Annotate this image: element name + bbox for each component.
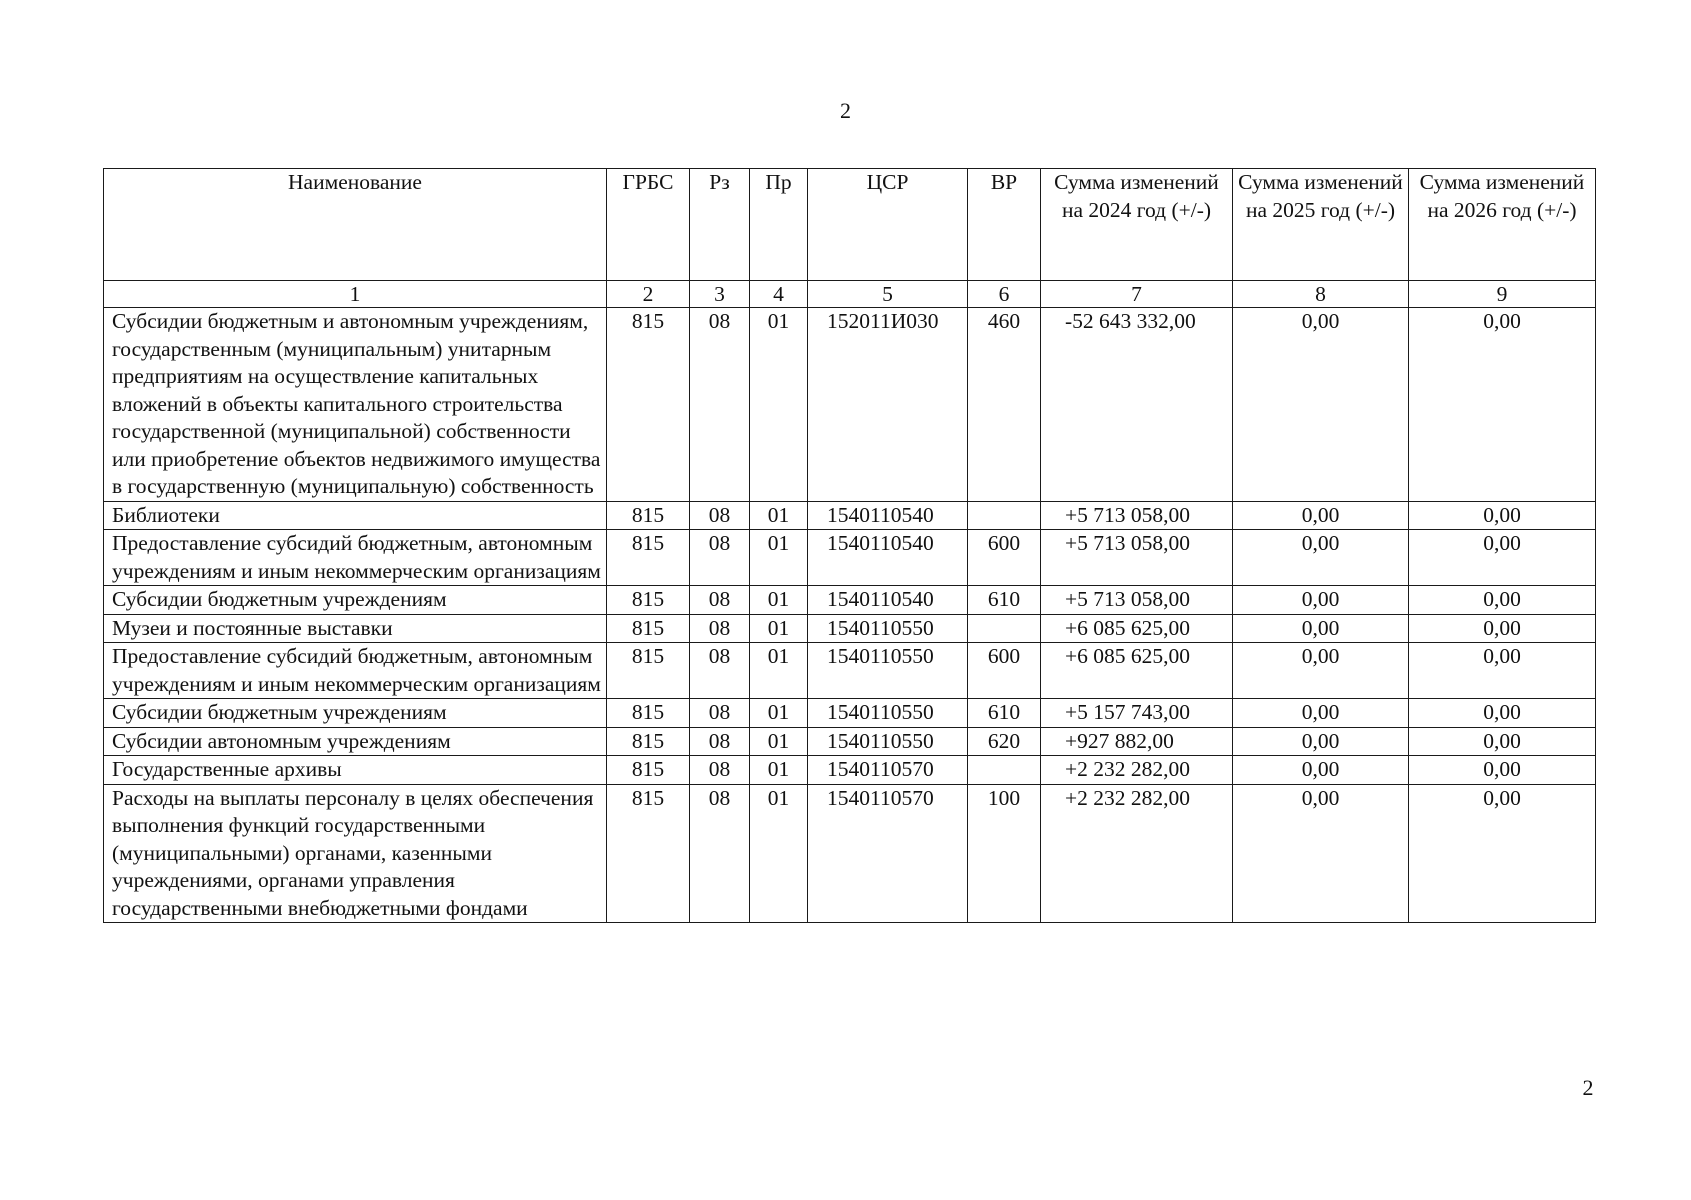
row-sum-2025: 0,00 — [1233, 727, 1409, 756]
table-row — [104, 501, 1596, 530]
row-vr — [968, 756, 1041, 785]
row-sum-2026: 0,00 — [1409, 530, 1596, 586]
row-csr: 1540110550 — [808, 643, 968, 699]
row-sum-2025: 0,00 — [1233, 501, 1409, 530]
column-number: 6 — [968, 281, 1041, 308]
row-sum-2025: 0,00 — [1233, 614, 1409, 643]
row-grbs: 815 — [607, 530, 690, 586]
row-grbs: 815 — [607, 501, 690, 530]
column-number-row — [104, 281, 1596, 308]
row-csr: 1540110540 — [808, 501, 968, 530]
row-sum-2024: -52 643 332,00 — [1041, 308, 1233, 502]
table-row — [104, 614, 1596, 643]
table-row — [104, 756, 1596, 785]
row-pr: 01 — [750, 784, 808, 923]
column-number: 7 — [1041, 281, 1233, 308]
table-row — [104, 308, 1596, 502]
row-sum-2024: +5 157 743,00 — [1041, 699, 1233, 728]
row-csr: 1540110570 — [808, 784, 968, 923]
header-row — [104, 169, 1596, 281]
row-sum-2024: +5 713 058,00 — [1041, 586, 1233, 615]
row-csr: 1540110540 — [808, 530, 968, 586]
row-pr: 01 — [750, 308, 808, 502]
page-number-bottom: 2 — [1582, 1075, 1594, 1100]
row-sum-2024: +5 713 058,00 — [1041, 501, 1233, 530]
row-name: Предоставление субсидий бюджетным, автономным учреждениям и иным некоммерческим организациям — [104, 643, 607, 699]
row-pr: 01 — [750, 756, 808, 785]
row-csr: 1540110550 — [808, 727, 968, 756]
row-vr: 460 — [968, 308, 1041, 502]
column-number: 5 — [808, 281, 968, 308]
column-number: 1 — [104, 281, 607, 308]
header-grbs: ГРБС — [607, 169, 690, 281]
row-sum-2025: 0,00 — [1233, 530, 1409, 586]
row-rz: 08 — [690, 614, 750, 643]
row-rz: 08 — [690, 530, 750, 586]
header-pr: Пр — [750, 169, 808, 281]
row-pr: 01 — [750, 586, 808, 615]
row-csr: 1540110550 — [808, 614, 968, 643]
table-row — [104, 586, 1596, 615]
row-sum-2024: +2 232 282,00 — [1041, 784, 1233, 923]
row-sum-2026: 0,00 — [1409, 784, 1596, 923]
column-number: 2 — [607, 281, 690, 308]
row-sum-2026: 0,00 — [1409, 643, 1596, 699]
row-grbs: 815 — [607, 727, 690, 756]
row-grbs: 815 — [607, 756, 690, 785]
row-rz: 08 — [690, 501, 750, 530]
page-number-top: 2 — [840, 98, 851, 123]
header-sum-2024: Сумма изменений на 2024 год (+/-) — [1041, 169, 1233, 281]
table-row — [104, 643, 1596, 699]
row-sum-2026: 0,00 — [1409, 756, 1596, 785]
row-grbs: 815 — [607, 699, 690, 728]
row-sum-2025: 0,00 — [1233, 643, 1409, 699]
row-rz: 08 — [690, 756, 750, 785]
row-vr: 610 — [968, 699, 1041, 728]
table-row — [104, 530, 1596, 586]
row-sum-2025: 0,00 — [1233, 586, 1409, 615]
row-sum-2026: 0,00 — [1409, 727, 1596, 756]
row-vr — [968, 501, 1041, 530]
row-sum-2026: 0,00 — [1409, 501, 1596, 530]
row-name: Государственные архивы — [104, 756, 607, 785]
row-pr: 01 — [750, 614, 808, 643]
row-name: Предоставление субсидий бюджетным, автономным учреждениям и иным некоммерческим организациям — [104, 530, 607, 586]
row-pr: 01 — [750, 501, 808, 530]
row-grbs: 815 — [607, 308, 690, 502]
table-body — [104, 308, 1596, 923]
row-rz: 08 — [690, 699, 750, 728]
header-rz: Рз — [690, 169, 750, 281]
row-sum-2024: +5 713 058,00 — [1041, 530, 1233, 586]
row-sum-2025: 0,00 — [1233, 784, 1409, 923]
row-vr — [968, 614, 1041, 643]
row-sum-2024: +6 085 625,00 — [1041, 614, 1233, 643]
row-grbs: 815 — [607, 784, 690, 923]
row-rz: 08 — [690, 586, 750, 615]
row-name: Субсидии автономным учреждениям — [104, 727, 607, 756]
row-sum-2024: +927 882,00 — [1041, 727, 1233, 756]
row-name: Субсидии бюджетным учреждениям — [104, 699, 607, 728]
row-sum-2026: 0,00 — [1409, 586, 1596, 615]
header-sum-2026: Сумма изменений на 2026 год (+/-) — [1409, 169, 1596, 281]
table-row — [104, 699, 1596, 728]
row-pr: 01 — [750, 699, 808, 728]
column-number: 4 — [750, 281, 808, 308]
row-name: Расходы на выплаты персоналу в целях обеспечения выполнения функций государственными (муниципальными) органами, казенными учреждениями, органами управления государственными внебюджетными фондами — [104, 784, 607, 923]
row-sum-2025: 0,00 — [1233, 756, 1409, 785]
row-rz: 08 — [690, 784, 750, 923]
row-name: Библиотеки — [104, 501, 607, 530]
column-number: 8 — [1233, 281, 1409, 308]
row-rz: 08 — [690, 727, 750, 756]
row-sum-2025: 0,00 — [1233, 308, 1409, 502]
row-grbs: 815 — [607, 614, 690, 643]
row-name: Субсидии бюджетным учреждениям — [104, 586, 607, 615]
header-csr: ЦСР — [808, 169, 968, 281]
row-sum-2026: 0,00 — [1409, 699, 1596, 728]
row-sum-2026: 0,00 — [1409, 308, 1596, 502]
row-sum-2024: +6 085 625,00 — [1041, 643, 1233, 699]
row-vr: 610 — [968, 586, 1041, 615]
row-csr: 1540110550 — [808, 699, 968, 728]
row-grbs: 815 — [607, 643, 690, 699]
row-vr: 620 — [968, 727, 1041, 756]
row-rz: 08 — [690, 643, 750, 699]
row-sum-2024: +2 232 282,00 — [1041, 756, 1233, 785]
row-csr: 1540110570 — [808, 756, 968, 785]
row-rz: 08 — [690, 308, 750, 502]
row-pr: 01 — [750, 530, 808, 586]
budget-changes-table — [103, 168, 1596, 923]
header-vr: ВР — [968, 169, 1041, 281]
row-vr: 600 — [968, 643, 1041, 699]
header-sum-2025: Сумма изменений на 2025 год (+/-) — [1233, 169, 1409, 281]
row-name: Субсидии бюджетным и автономным учреждениям, государственным (муниципальным) унитарным предприятиям на осуществление капитальных вложений в объекты капитального строительства государственной (муниципальной) собственности или приобретение объектов недвижимого имущества в государственную (муниципальную) собственность — [104, 308, 607, 502]
table-row — [104, 727, 1596, 756]
row-sum-2025: 0,00 — [1233, 699, 1409, 728]
column-number: 3 — [690, 281, 750, 308]
row-pr: 01 — [750, 727, 808, 756]
header-name: Наименование — [104, 169, 607, 281]
column-number: 9 — [1409, 281, 1596, 308]
row-sum-2026: 0,00 — [1409, 614, 1596, 643]
row-csr: 1540110540 — [808, 586, 968, 615]
row-pr: 01 — [750, 643, 808, 699]
row-vr: 600 — [968, 530, 1041, 586]
row-csr: 152011И030 — [808, 308, 968, 502]
row-vr: 100 — [968, 784, 1041, 923]
row-name: Музеи и постоянные выставки — [104, 614, 607, 643]
table-row — [104, 784, 1596, 923]
row-grbs: 815 — [607, 586, 690, 615]
